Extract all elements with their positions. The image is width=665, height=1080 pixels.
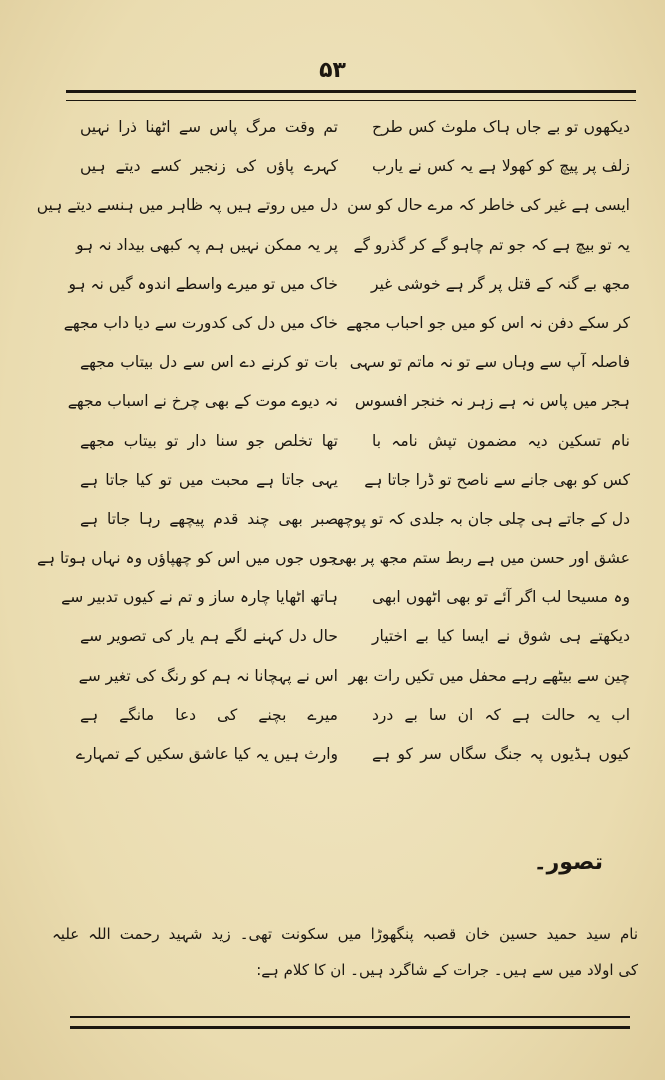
verse-line: کہرے پاؤں کی زنجیر کسے دیتے ہیں (80, 157, 338, 176)
prose-line: نام سید حمید حسین خان قصبہ پنگھوڑا میں سکونت تھی۔ زید شہید رحمت اللہ علیہ (52, 925, 638, 943)
verse-line: خاک میں تو میرے واسطے اندوہ گیں نہ ہو (68, 274, 338, 293)
verse-line: یہی جاتا ہے محبت میں تو کیا جاتا ہے (80, 470, 338, 489)
poem-column-left (36, 108, 338, 774)
verse-line: ہاتھ اٹھایا چارہ ساز و تم نے کیوں تدبیر سے (61, 588, 338, 607)
verse-line: دل کے جاتے ہی چلی جان بہ جلدی کہ تو پوچھ (334, 509, 630, 528)
section-heading: تصور۔ (533, 850, 603, 875)
verse-line: ایسی ہے غیر کی خاطر کہ مرے حال کو سن (347, 196, 630, 215)
poem-column-right (332, 108, 630, 774)
verse-line: حال دل کہنے لگے ہم یار کی تصویر سے (80, 627, 338, 646)
verse-line: میرے بچنے کی دعا مانگے ہے (80, 705, 338, 724)
verse-line: دیکھوں تو بے جاں ہاک ملوث کس طرح (372, 118, 630, 136)
verse-line: تھا تخلص جو سنا دار تو بیتاب مجھے (80, 431, 338, 450)
verse-line: جوں جوں میں اس کو چھپاؤں وہ نہاں ہوتا ہے (36, 549, 338, 568)
verse-line: صبر بھی چند قدم پیچھے رہا جاتا ہے (80, 509, 338, 528)
verse-line: اب یہ حالت ہے کہ ان سا بے درد (372, 705, 630, 724)
verse-line: کس کو بھی جانے سے ناصح تو ڈرا جاتا ہے (364, 470, 630, 489)
verse-line: مجھ بے گنہ کے قتل پر گر ہے خوشی غیر (370, 274, 630, 293)
verse-line: خاک میں دل کی کدورت سے دیا داب مجھے (63, 313, 338, 332)
verse-line: بات تو کرنے دے اس سے دل بیتاب مجھے (80, 353, 338, 372)
verse-line: فاصلہ آپ سے وہاں سے تو نہ ماتم تو سہی (349, 353, 630, 372)
verse-line: چین سے بیٹھے رہے محفل میں تکیں رات بھر (348, 666, 630, 685)
verse-line: نہ دیوے موت کے بھی چرخ نے اسباب مجھے (67, 392, 338, 411)
verse-line: وارث ہیں یہ کیا عاشق سکیں کے تمہارے (75, 745, 338, 763)
verse-line: دیکھتے ہی شوق نے ایسا کیا بے اختیار (372, 627, 630, 646)
verse-line: زلف پر پیچ کو کھولا ہے یہ کس نے یارب (372, 157, 630, 176)
bottom-double-rule (70, 1016, 630, 1029)
biography-paragraph (52, 916, 638, 988)
verse-line: دل میں روتے ہیں پہ ظاہر میں ہنسے دیتے ہیں (36, 196, 338, 215)
verse-line: نام تسکین دیہ مضمون تپش نامہ با (372, 431, 630, 450)
verse-line: ہجر میں پاس نہ ہے زہر نہ خنجر افسوس (354, 392, 630, 411)
verse-line: عشق اور حسن میں ہے ربط ستم مجھ پر بھی (332, 549, 630, 568)
verse-line: کر سکے دفن نہ اس کو میں جو احباب مجھے (346, 313, 630, 332)
prose-line: کی اولاد میں سے ہیں۔ جرات کے شاگرد ہیں۔ ان کا کلام ہے: (256, 961, 638, 979)
verse-line: پر یہ ممکن نہیں ہم پہ کبھی بیداد نہ ہو (76, 235, 338, 254)
verse-line: یہ تو بیچ ہے کہ جو تم چاہو گے کر گذرو گے (353, 235, 630, 254)
verse-line: تم وقت مرگ پاس سے اٹھنا ذرا نہیں (80, 118, 338, 136)
verse-line: اس نے پہچانا نہ ہم کو رنگ کی تغیر سے (78, 666, 338, 685)
verse-line: کیوں ہڈیوں پہ جنگ سگاں سر کو ہے (372, 745, 630, 763)
page-number: ۵۳ (319, 58, 346, 83)
verse-line: وہ مسیحا لب اگر آئے تو بھی اٹھوں ابھی (372, 588, 630, 607)
top-double-rule (66, 90, 636, 101)
